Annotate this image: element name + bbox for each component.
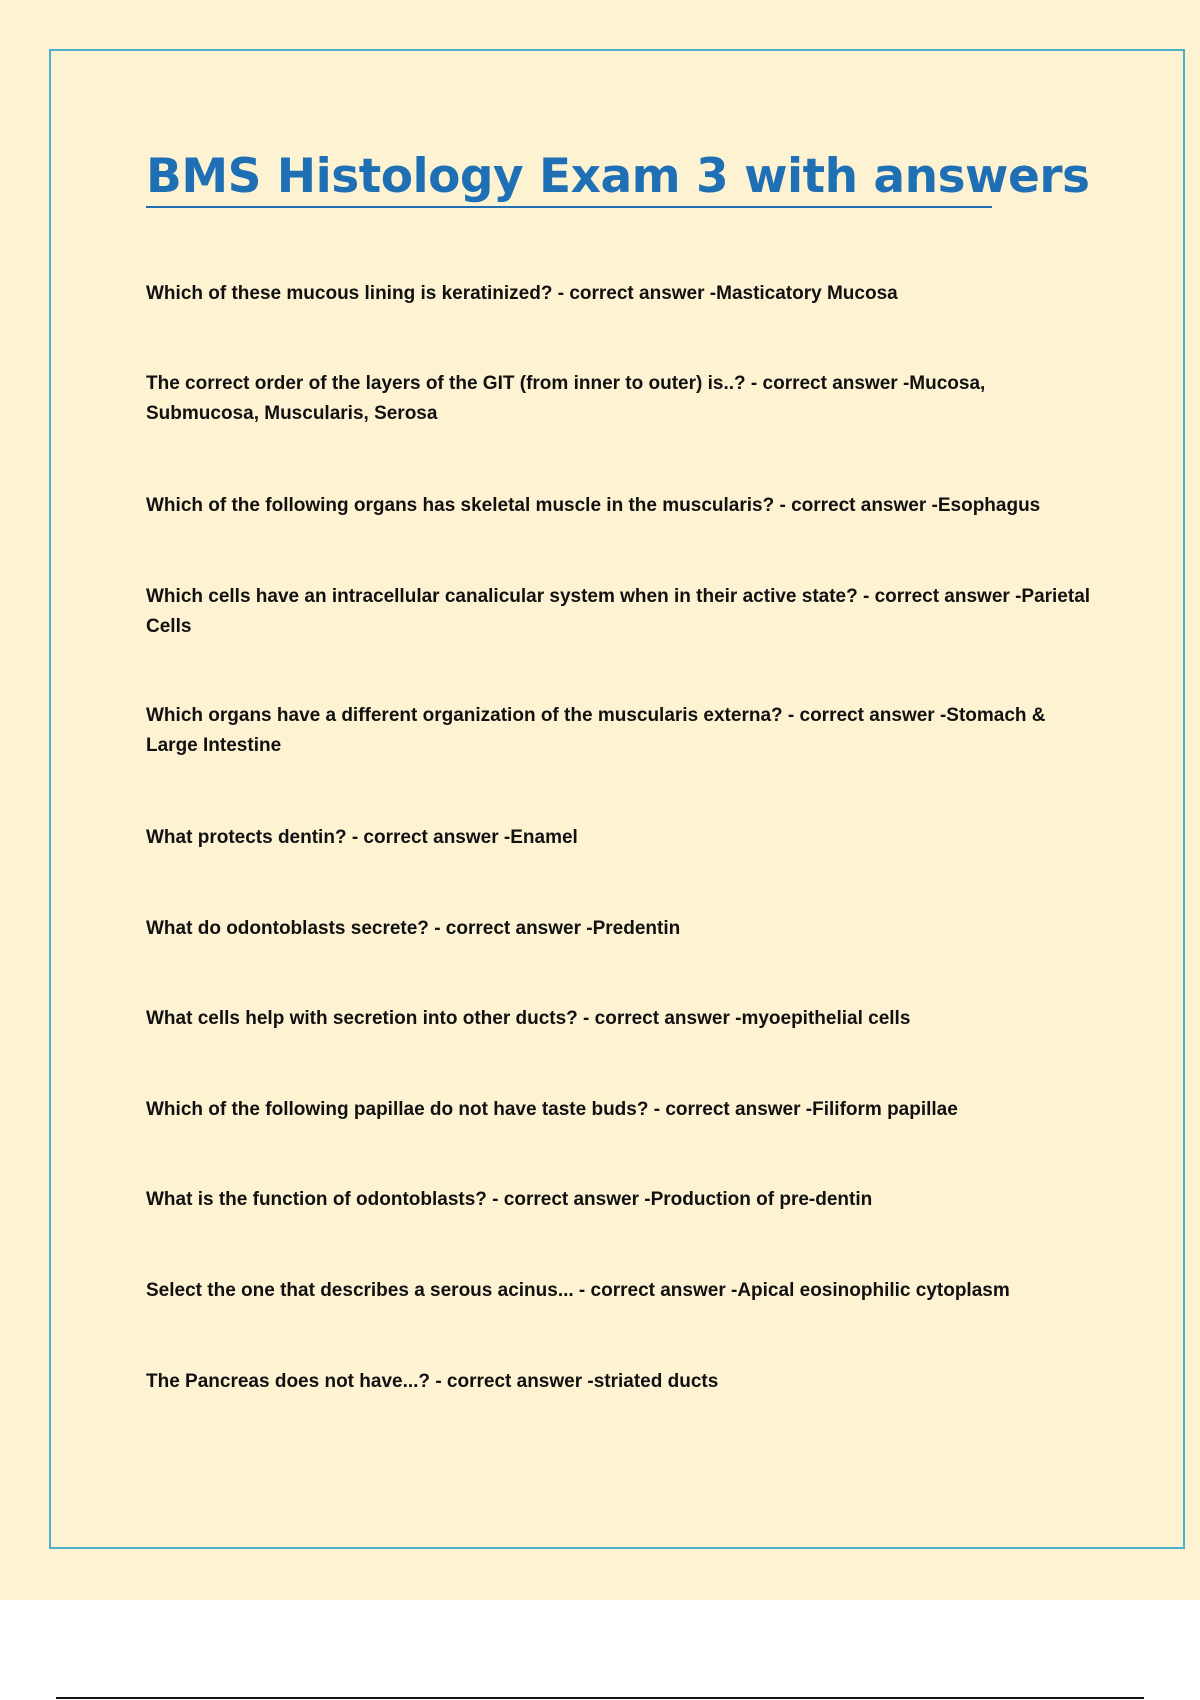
bottom-divider	[56, 1697, 1144, 1699]
qa-item-12: The Pancreas does not have...? - correct answer -striated ducts	[146, 1371, 719, 1392]
qa-item-2: The correct order of the layers of the GIT (from inner to outer) is..? - correct answer -Mucosa, Submucosa, Muscularis, Serosa	[146, 373, 986, 424]
qa-item-11: Select the one that describes a serous acinus... - correct answer -Apical eosinophilic cytoplasm	[146, 1280, 1010, 1301]
qa-item-9: Which of the following papillae do not have taste buds? - correct answer -Filiform papillae	[146, 1099, 958, 1120]
qa-item-5: Which organs have a different organization of the muscularis externa? - correct answer -Stomach & Large Intestine	[146, 705, 1046, 756]
qa-item-10: What is the function of odontoblasts? - correct answer -Production of pre-dentin	[146, 1189, 873, 1210]
page-border-frame	[49, 49, 1185, 1549]
qa-item-1: Which of these mucous lining is keratinized? - correct answer -Masticatory Mucosa	[146, 283, 898, 304]
qa-item-6: What protects dentin? - correct answer -Enamel	[146, 827, 578, 848]
document-title: BMS Histology Exam 3 with answers	[146, 149, 1090, 204]
qa-item-3: Which of the following organs has skeletal muscle in the muscularis? - correct answer -Esophagus	[146, 495, 1041, 516]
qa-item-7: What do odontoblasts secrete? - correct answer -Predentin	[146, 918, 681, 939]
qa-item-8: What cells help with secretion into other ducts? - correct answer -myoepithelial cells	[146, 1008, 911, 1029]
qa-item-4: Which cells have an intracellular canalicular system when in their active state? - correct answer -Parietal Cells	[146, 586, 1091, 637]
title-underline	[146, 206, 992, 208]
